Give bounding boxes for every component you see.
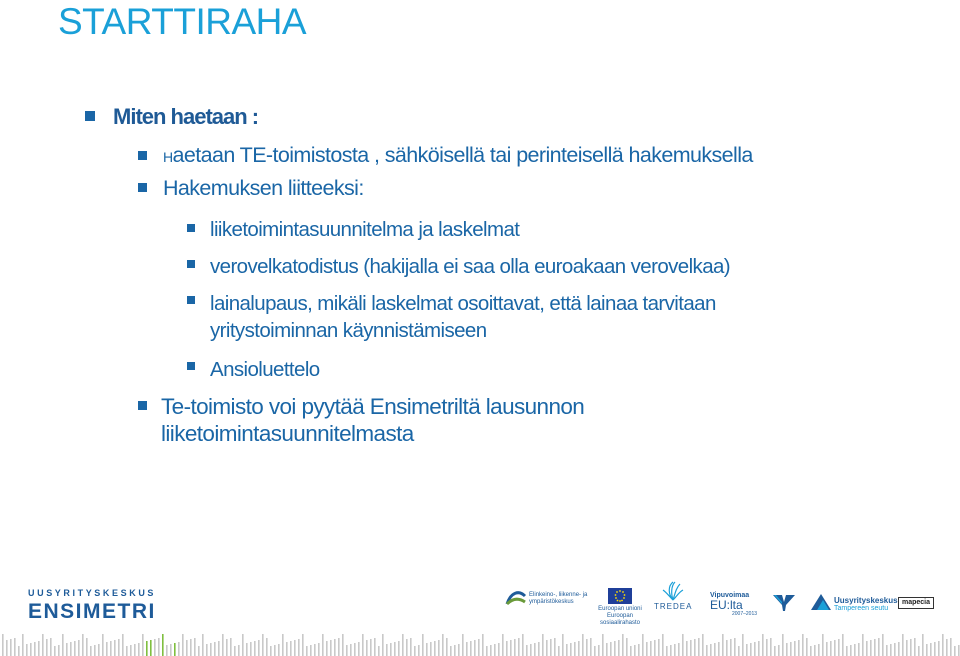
barcode-bar (614, 641, 616, 656)
barcode-bar (290, 641, 292, 656)
barcode-bar (678, 643, 680, 656)
barcode-bar (778, 645, 780, 656)
barcode-bar (654, 640, 656, 656)
barcode-bar (886, 645, 888, 656)
barcode-bar (342, 634, 344, 656)
barcode-bar (222, 634, 224, 656)
barcode-bar (482, 634, 484, 656)
uusyrityskeskus-text (834, 596, 898, 613)
barcode-bar (518, 638, 520, 656)
barcode-bar (126, 646, 128, 656)
barcode-bar (34, 642, 36, 656)
barcode-bar (802, 634, 804, 656)
barcode-bar (82, 634, 84, 656)
barcode-bar (590, 638, 592, 656)
barcode-bar (146, 641, 148, 656)
barcode-bar (282, 634, 284, 656)
barcode-bar (174, 643, 176, 656)
barcode-bar (922, 634, 924, 656)
barcode-bar (50, 638, 52, 656)
bullet-square (138, 401, 147, 410)
barcode-bar (242, 634, 244, 656)
barcode-bar (122, 634, 124, 656)
barcode-bar (890, 644, 892, 656)
barcode-bar (310, 645, 312, 656)
barcode-bar (874, 639, 876, 656)
vipuvoimaa-logo (710, 592, 757, 618)
bullet-square (138, 151, 147, 160)
barcode-bar (162, 634, 164, 656)
barcode-bar (418, 645, 420, 656)
barcode-bar (434, 641, 436, 656)
barcode-bar (658, 639, 660, 656)
bullet-square (187, 296, 195, 304)
barcode-bar (910, 639, 912, 656)
barcode-bar (594, 646, 596, 656)
barcode-bar (74, 641, 76, 656)
barcode-bar (330, 640, 332, 656)
barcode-bar (2, 634, 4, 656)
bullet-square (187, 260, 195, 268)
y-emblem-icon (772, 594, 796, 612)
barcode-bar (362, 634, 364, 656)
eu-line: Euroopan unioni (598, 606, 642, 612)
barcode-bar (190, 639, 192, 656)
barcode-bar (454, 645, 456, 656)
barcode-bar (382, 634, 384, 656)
barcode-bar (134, 644, 136, 656)
barcode-bar (58, 645, 60, 656)
vipuvoimaa-line: Vipuvoimaa (710, 592, 750, 599)
barcode-bar (346, 645, 348, 656)
item-line: liiketoimintasuunnitelmasta (161, 421, 414, 446)
barcode-bar (258, 640, 260, 656)
bullet-square (85, 111, 95, 121)
ely-line: Elinkeino-, liikenne- ja (529, 592, 588, 598)
barcode-bar (550, 639, 552, 656)
barcode-bar (898, 642, 900, 656)
barcode-bar (914, 638, 916, 656)
barcode-bar (542, 634, 544, 656)
barcode-bar (606, 643, 608, 656)
logo-top-text: UUSYRITYSKESKUS (28, 588, 157, 598)
barcode-bar (414, 646, 416, 656)
barcode-bar (522, 634, 524, 656)
barcode-bar (634, 645, 636, 656)
barcode-bar (66, 643, 68, 656)
barcode-bar (250, 642, 252, 656)
barcode-bar (178, 642, 180, 656)
barcode-bar (350, 644, 352, 656)
barcode-bar (514, 639, 516, 656)
ensimetri-logo (28, 588, 156, 624)
barcode-bar (626, 638, 628, 656)
barcode-bar (306, 646, 308, 656)
barcode-bar (478, 639, 480, 656)
eu-flag-icon (608, 588, 632, 604)
barcode-bar (150, 640, 152, 656)
ely-logo-icon (505, 588, 527, 606)
barcode-bar (286, 642, 288, 656)
barcode-bar (62, 634, 64, 656)
barcode-bar (490, 645, 492, 656)
bullet-item-attachments: Hakemuksen liitteeksi: (163, 176, 364, 200)
barcode-bar (158, 638, 160, 656)
barcode-bar (766, 639, 768, 656)
barcode-bar (438, 640, 440, 656)
barcode-bar (170, 644, 172, 656)
barcode-bar (810, 646, 812, 656)
barcode-bar (486, 646, 488, 656)
barcode-bar (10, 639, 12, 656)
barcode-bar (918, 646, 920, 656)
barcode-bar (750, 643, 752, 656)
bullet-item-apply (163, 142, 753, 171)
barcode-bar (902, 634, 904, 656)
barcode-bar (738, 646, 740, 656)
barcode-bar (562, 634, 564, 656)
barcode-bar (422, 634, 424, 656)
barcode-bar (706, 645, 708, 656)
barcode-bar (630, 646, 632, 656)
barcode-bar (698, 638, 700, 656)
barcode-bar (834, 640, 836, 656)
barcode-bar (602, 634, 604, 656)
barcode-bar (26, 644, 28, 656)
barcode-bar (790, 642, 792, 656)
barcode-bar (182, 634, 184, 656)
barcode-bar (558, 646, 560, 656)
sub-item-tax-certificate: verovelkatodistus (hakijalla ei saa olla euroakaan verovelkaa) (210, 255, 731, 278)
barcode-bar (726, 640, 728, 656)
barcode-bar (302, 634, 304, 656)
barcode-bar (814, 645, 816, 656)
barcode-bar (206, 644, 208, 656)
barcode-bar (154, 639, 156, 656)
barcode-bar (266, 638, 268, 656)
barcode-bar (30, 643, 32, 656)
barcode-bar (498, 643, 500, 656)
barcode-bar (618, 640, 620, 656)
barcode-bar (894, 643, 896, 656)
barcode-bar (530, 644, 532, 656)
barcode-bar (718, 642, 720, 656)
barcode-bar (938, 641, 940, 656)
barcode-bar (202, 634, 204, 656)
tredea-text: TREDEA (654, 602, 693, 611)
barcode-bar (746, 644, 748, 656)
barcode-bar (662, 634, 664, 656)
barcode-bar (458, 644, 460, 656)
barcode-bar (702, 634, 704, 656)
barcode-bar (710, 644, 712, 656)
barcode-bar (218, 641, 220, 656)
barcode-bar (942, 634, 944, 656)
barcode-bar (102, 634, 104, 656)
barcode-bar (958, 645, 960, 656)
barcode-bar (598, 645, 600, 656)
barcode-bar (674, 644, 676, 656)
barcode-bar (78, 640, 80, 656)
barcode-bar (950, 638, 952, 656)
barcode-bar (878, 638, 880, 656)
barcode-bar (354, 643, 356, 656)
barcode-bar (42, 634, 44, 656)
barcode-bar (930, 643, 932, 656)
item-initial: H (163, 149, 173, 165)
barcode-bar (782, 634, 784, 656)
barcode-bar (906, 640, 908, 656)
item-line: Te-toimisto voi pyytää Ensimetriltä lausunnon (161, 394, 585, 419)
barcode-bar (622, 634, 624, 656)
barcode-bar (582, 634, 584, 656)
barcode-bar (6, 640, 8, 656)
barcode-bar (854, 644, 856, 656)
barcode-bar (86, 638, 88, 656)
barcode-bar (198, 646, 200, 656)
barcode-bar (830, 641, 832, 656)
barcode-bar (294, 640, 296, 656)
barcode-bar (538, 642, 540, 656)
vipuvoimaa-line: EU:lta (710, 598, 743, 612)
barcode-bar (770, 638, 772, 656)
barcode-bar (274, 645, 276, 656)
barcode-bar (870, 640, 872, 656)
barcode-bar (858, 643, 860, 656)
barcode-bar (774, 646, 776, 656)
barcode-bar (386, 644, 388, 656)
barcode-bar (18, 646, 20, 656)
sub-item-line: yritystoiminnan käynnistämiseen (210, 319, 487, 342)
barcode-bar (374, 638, 376, 656)
barcode-bar (474, 640, 476, 656)
barcode-bar (70, 642, 72, 656)
barcode-bar (650, 641, 652, 656)
barcode-bar (426, 643, 428, 656)
barcode-bar (470, 641, 472, 656)
barcode-bar (694, 639, 696, 656)
barcode-bar (466, 642, 468, 656)
ely-text (529, 592, 587, 606)
barcode-bar (318, 643, 320, 656)
uusyrityskeskus-line: Tampereen seutu (834, 605, 889, 612)
barcode-bar (94, 645, 96, 656)
barcode-bar (794, 641, 796, 656)
barcode-bar (254, 641, 256, 656)
barcode-bar (214, 642, 216, 656)
barcode-bar (526, 645, 528, 656)
barcode-bar (494, 644, 496, 656)
barcode-bar (370, 639, 372, 656)
decorative-barcode-strip (0, 632, 960, 656)
barcode-bar (210, 643, 212, 656)
barcode-bar (838, 639, 840, 656)
barcode-bar (570, 643, 572, 656)
eu-text (590, 606, 650, 627)
uusyrityskeskus-logo-icon (809, 592, 833, 612)
barcode-bar (786, 643, 788, 656)
barcode-bar (642, 634, 644, 656)
barcode-bar (230, 638, 232, 656)
barcode-bar (714, 643, 716, 656)
barcode-bar (566, 644, 568, 656)
barcode-bar (842, 634, 844, 656)
barcode-bar (410, 638, 412, 656)
bullet-square (138, 183, 147, 192)
barcode-bar (502, 634, 504, 656)
barcode-bar (366, 640, 368, 656)
barcode-bar (806, 638, 808, 656)
barcode-bar (670, 645, 672, 656)
barcode-bar (138, 643, 140, 656)
barcode-bar (638, 644, 640, 656)
tredea-logo-icon (662, 580, 684, 602)
barcode-bar (326, 641, 328, 656)
barcode-bar (142, 634, 144, 656)
barcode-bar (586, 639, 588, 656)
barcode-bar (646, 642, 648, 656)
barcode-bar (314, 644, 316, 656)
barcode-bar (186, 640, 188, 656)
barcode-bar (826, 642, 828, 656)
barcode-bar (166, 645, 168, 656)
barcode-bar (130, 645, 132, 656)
barcode-bar (14, 638, 16, 656)
barcode-bar (534, 643, 536, 656)
barcode-bar (946, 639, 948, 656)
sub-item-line: lainalupaus, mikäli laskelmat osoittavat, että lainaa tarvitaan (210, 292, 716, 315)
barcode-bar (22, 634, 24, 656)
uusyrityskeskus-line: Uusyrityskeskus (834, 596, 898, 605)
eu-line: Euroopan sosiaalirahasto (599, 613, 641, 626)
vipuvoimaa-line: 2007–2013 (732, 611, 758, 617)
barcode-bar (46, 639, 48, 656)
barcode-bar (322, 634, 324, 656)
mapecia-text: mapecia (901, 599, 931, 606)
barcode-bar (734, 638, 736, 656)
barcode-bar (798, 640, 800, 656)
sub-item-cv: Ansioluettelo (210, 358, 320, 381)
barcode-bar (402, 634, 404, 656)
barcode-bar (114, 640, 116, 656)
bullet-item-statement (161, 393, 584, 447)
barcode-bar (510, 640, 512, 656)
barcode-bar (754, 642, 756, 656)
bullet-square (187, 362, 195, 370)
barcode-bar (954, 646, 956, 656)
barcode-bar (298, 639, 300, 656)
barcode-bar (390, 643, 392, 656)
barcode-bar (742, 634, 744, 656)
barcode-bar (378, 646, 380, 656)
barcode-bar (394, 642, 396, 656)
barcode-bar (862, 634, 864, 656)
bullet-square (187, 224, 195, 232)
barcode-bar (850, 645, 852, 656)
barcode-bar (846, 646, 848, 656)
barcode-bar (234, 646, 236, 656)
barcode-bar (194, 638, 196, 656)
barcode-bar (406, 639, 408, 656)
barcode-bar (398, 641, 400, 656)
barcode-bar (666, 646, 668, 656)
barcode-bar (334, 639, 336, 656)
barcode-bar (682, 634, 684, 656)
ely-line: ympäristökeskus (529, 599, 574, 605)
barcode-bar (882, 634, 884, 656)
logo-main-text: ENSIMETRI (28, 600, 156, 623)
barcode-bar (762, 634, 764, 656)
barcode-bar (554, 638, 556, 656)
sub-item-business-plan: liiketoimintasuunnitelma ja laskelmat (210, 218, 520, 241)
barcode-bar (118, 639, 120, 656)
barcode-bar (818, 644, 820, 656)
barcode-bar (270, 646, 272, 656)
mapecia-logo (898, 597, 934, 609)
barcode-bar (574, 642, 576, 656)
barcode-bar (462, 634, 464, 656)
barcode-bar (338, 638, 340, 656)
barcode-bar (610, 642, 612, 656)
barcode-bar (546, 640, 548, 656)
barcode-bar (54, 646, 56, 656)
barcode-bar (238, 645, 240, 656)
barcode-bar (98, 644, 100, 656)
barcode-bar (934, 642, 936, 656)
barcode-bar (722, 634, 724, 656)
barcode-bar (90, 646, 92, 656)
barcode-bar (450, 646, 452, 656)
barcode-bar (442, 634, 444, 656)
barcode-bar (106, 642, 108, 656)
barcode-bar (278, 644, 280, 656)
barcode-bar (446, 638, 448, 656)
barcode-bar (578, 641, 580, 656)
item-text: aetaan TE-toimistosta , sähköisellä tai perinteisellä hakemuksella (172, 143, 753, 167)
barcode-bar (730, 639, 732, 656)
barcode-bar (110, 641, 112, 656)
barcode-bar (38, 641, 40, 656)
barcode-bar (246, 643, 248, 656)
barcode-bar (690, 640, 692, 656)
barcode-bar (926, 644, 928, 656)
barcode-bar (226, 639, 228, 656)
barcode-bar (686, 641, 688, 656)
sub-item-loan-promise (210, 290, 716, 344)
barcode-bar (506, 641, 508, 656)
barcode-bar (358, 642, 360, 656)
barcode-bar (262, 634, 264, 656)
barcode-bar (822, 634, 824, 656)
section-heading: Miten haetaan : (113, 104, 259, 129)
barcode-bar (430, 642, 432, 656)
barcode-bar (758, 641, 760, 656)
barcode-bar (866, 641, 868, 656)
slide-title: STARTTIRAHA (58, 1, 307, 42)
